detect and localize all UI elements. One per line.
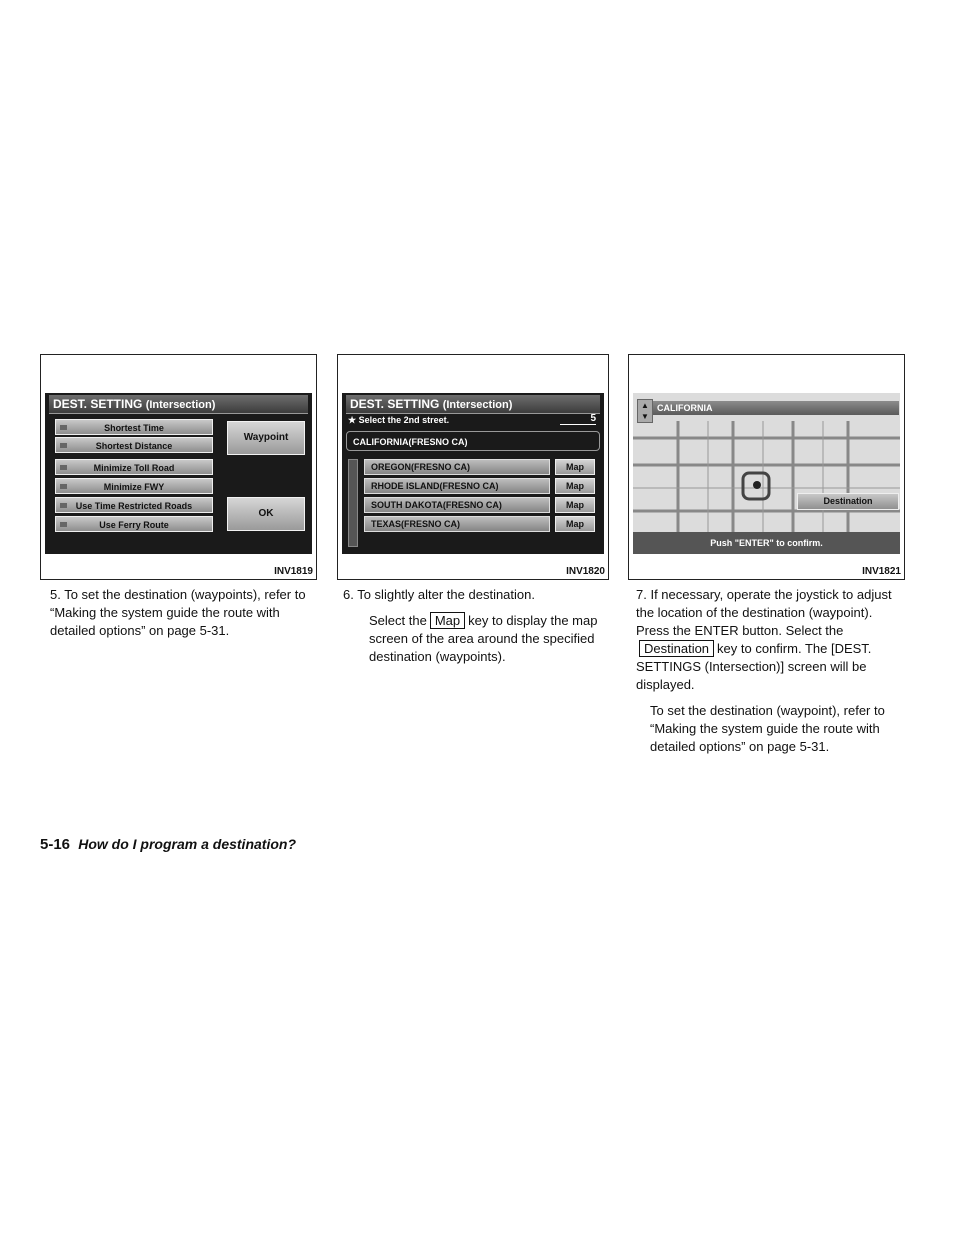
street-title-bar: CALIFORNIA bbox=[653, 401, 899, 415]
screen-title: DEST. SETTING bbox=[350, 397, 440, 411]
indicator-icon bbox=[60, 484, 67, 489]
option-minimize-toll-road[interactable] bbox=[55, 459, 213, 475]
option-label: Shortest Distance bbox=[95, 441, 173, 451]
indicator-icon bbox=[60, 522, 67, 527]
select-suffix: key to display the map screen of the area around the specified destination (waypoints). bbox=[369, 613, 598, 664]
figure-code: INV1821 bbox=[862, 566, 901, 577]
screen-select-2nd-street bbox=[342, 393, 604, 554]
screen-map-destination bbox=[633, 393, 900, 554]
map-button[interactable]: Map bbox=[555, 478, 595, 494]
step-7-text: 7. If necessary, operate the joystick to adjust the location of the destination (waypoint). Press the ENTER button. Select the bbox=[636, 587, 892, 638]
prompt-text: Select the 2nd street. bbox=[358, 415, 450, 425]
list-item[interactable]: TEXAS(FRESNO CA) bbox=[364, 516, 550, 532]
indicator-icon bbox=[60, 425, 67, 430]
option-shortest-distance[interactable] bbox=[55, 437, 213, 453]
figure-code: INV1819 bbox=[274, 566, 313, 577]
map-button[interactable]: Map bbox=[555, 497, 595, 513]
screen-title: DEST. SETTING bbox=[53, 397, 143, 411]
indicator-icon bbox=[60, 503, 67, 508]
option-label: Use Ferry Route bbox=[99, 520, 169, 530]
waypoint-button[interactable]: Waypoint bbox=[227, 421, 305, 455]
step-7 bbox=[636, 586, 906, 694]
indicator-icon bbox=[60, 465, 67, 470]
screen-header bbox=[49, 395, 308, 414]
selected-street: CALIFORNIA(FRESNO CA) bbox=[346, 431, 600, 451]
step-7-note: To set the destination (waypoint), refer to “Making the system guide the route with detailed options” on page 5-31. bbox=[650, 703, 885, 754]
confirm-message: Push "ENTER" to confirm. bbox=[633, 532, 900, 554]
list-item[interactable]: OREGON(FRESNO CA) bbox=[364, 459, 550, 475]
option-use-time-restricted-roads[interactable] bbox=[55, 497, 213, 513]
column-3-text bbox=[636, 586, 906, 764]
column-1-text bbox=[50, 586, 318, 648]
figure-inv1821 bbox=[628, 354, 905, 580]
option-label: Minimize FWY bbox=[103, 482, 165, 492]
option-label: Minimize Toll Road bbox=[93, 463, 175, 473]
step-6: 6. To slightly alter the destination. bbox=[343, 587, 535, 602]
figure-code: INV1820 bbox=[566, 566, 605, 577]
prompt-line bbox=[348, 415, 449, 426]
direction-arrow-icon: ▲ ▼ bbox=[637, 399, 653, 423]
screen-header bbox=[346, 395, 600, 414]
screen-dest-setting-options bbox=[45, 393, 312, 554]
indicator-icon bbox=[60, 443, 67, 448]
step-6-detail bbox=[343, 612, 609, 666]
screen-subtitle: (Intersection) bbox=[442, 399, 513, 411]
map-button[interactable]: Map bbox=[555, 516, 595, 532]
star-icon: ★ bbox=[348, 415, 357, 425]
page-footer bbox=[40, 836, 296, 853]
list-item[interactable]: RHODE ISLAND(FRESNO CA) bbox=[364, 478, 550, 494]
list-item[interactable]: SOUTH DAKOTA(FRESNO CA) bbox=[364, 497, 550, 513]
figure-inv1820 bbox=[337, 354, 609, 580]
page-number: 5-16 bbox=[40, 836, 71, 853]
destination-button[interactable]: Destination bbox=[797, 493, 899, 510]
scrollbar[interactable] bbox=[348, 459, 358, 547]
option-minimize-fwy[interactable] bbox=[55, 478, 213, 494]
option-use-ferry-route[interactable] bbox=[55, 516, 213, 532]
map-button[interactable]: Map bbox=[555, 459, 595, 475]
section-title: How do I program a destination? bbox=[78, 836, 296, 852]
result-count: 5 bbox=[560, 413, 596, 425]
ok-button[interactable]: OK bbox=[227, 497, 305, 531]
step-5: 5. To set the destination (waypoints), refer to “Making the system guide the route with detailed options” on page 5-31. bbox=[50, 587, 306, 638]
option-label: Shortest Time bbox=[104, 423, 164, 433]
option-shortest-time[interactable] bbox=[55, 419, 213, 435]
figure-inv1819 bbox=[40, 354, 317, 580]
map-graphic bbox=[633, 393, 900, 554]
screen-subtitle: (Intersection) bbox=[145, 399, 216, 411]
destination-key: Destination bbox=[639, 640, 714, 657]
step-7-suffix: key to confirm. The [DEST. SETTINGS (Intersection)] screen will be displayed. bbox=[636, 641, 872, 692]
option-label: Use Time Restricted Roads bbox=[75, 501, 193, 511]
select-prefix: Select the bbox=[369, 613, 427, 628]
column-2-text bbox=[343, 586, 609, 674]
map-key: Map bbox=[430, 612, 465, 629]
